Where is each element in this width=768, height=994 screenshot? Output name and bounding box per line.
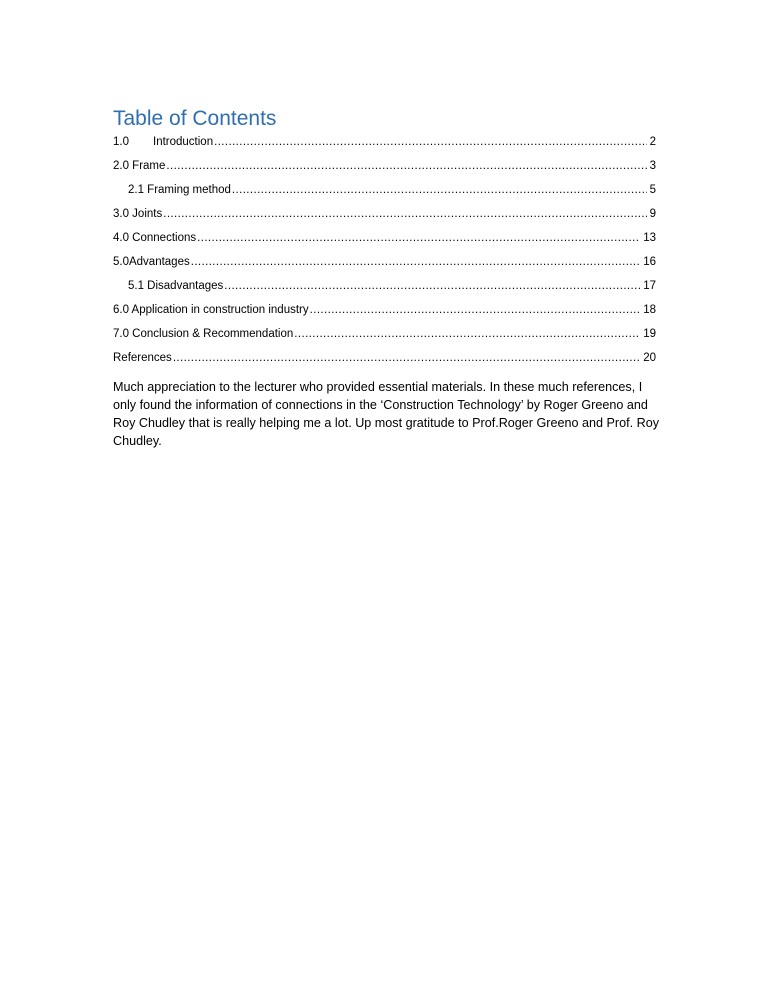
toc-entry-page: 3: [649, 160, 656, 172]
toc-list: [113, 132, 656, 372]
toc-entry-introduction[interactable]: [113, 132, 656, 156]
toc-entry-page: 2: [649, 136, 656, 148]
toc-entry-title: Introduction: [153, 136, 214, 148]
toc-entry-title: 7.0 Conclusion & Recommendation: [113, 328, 294, 340]
toc-entry-advantages[interactable]: [113, 252, 656, 276]
toc-dot-leader: [294, 325, 640, 343]
toc-dot-leader: [197, 229, 640, 247]
toc-entry-number: 1.0: [113, 136, 129, 148]
toc-entry-title: 5.0Advantages: [113, 256, 190, 268]
toc-dot-leader: [224, 277, 640, 295]
toc-entry-page: 13: [643, 232, 656, 244]
toc-heading: Table of Contents: [113, 107, 277, 130]
toc-entry-page: 9: [649, 208, 656, 220]
toc-entry-joints[interactable]: [113, 204, 656, 228]
toc-entry-page: 5: [649, 184, 656, 196]
toc-dot-leader: [163, 205, 646, 223]
toc-entry-title: References: [113, 352, 172, 364]
toc-entry-connections[interactable]: [113, 228, 656, 252]
toc-entry-disadvantages[interactable]: [113, 276, 656, 300]
toc-entry-page: 19: [643, 328, 656, 340]
acknowledgement-paragraph: Much appreciation to the lecturer who provided essential materials. In these much references, I only found the information of connections in the ‘Construction Technology’ by Roger Greeno and Roy Chudley that is really helping me a lot. Up most gratitude to Prof.Roger Greeno and Prof. Roy Chudley.: [113, 380, 660, 448]
toc-entry-title: 6.0 Application in construction industry: [113, 304, 309, 316]
toc-dot-leader: [214, 133, 646, 151]
toc-entry-title: 5.1 Disadvantages: [128, 280, 224, 292]
toc-entry-page: 18: [643, 304, 656, 316]
toc-entry-frame[interactable]: [113, 156, 656, 180]
toc-entry-page: 20: [643, 352, 656, 364]
toc-entry-page: 16: [643, 256, 656, 268]
toc-dot-leader: [232, 181, 647, 199]
toc-dot-leader: [191, 253, 640, 271]
toc-entry-conclusion[interactable]: [113, 324, 656, 348]
toc-dot-leader: [166, 157, 646, 175]
toc-entry-title: 2.1 Framing method: [128, 184, 231, 196]
toc-entry-framing-method[interactable]: [113, 180, 656, 204]
toc-dot-leader: [173, 349, 640, 367]
toc-entry-title: 3.0 Joints: [113, 208, 163, 220]
toc-entry-references[interactable]: [113, 348, 656, 372]
toc-entry-title: 2.0 Frame: [113, 160, 166, 172]
toc-entry-title: 4.0 Connections: [113, 232, 197, 244]
toc-entry-application[interactable]: [113, 300, 656, 324]
toc-entry-page: 17: [643, 280, 656, 292]
toc-dot-leader: [310, 301, 641, 319]
